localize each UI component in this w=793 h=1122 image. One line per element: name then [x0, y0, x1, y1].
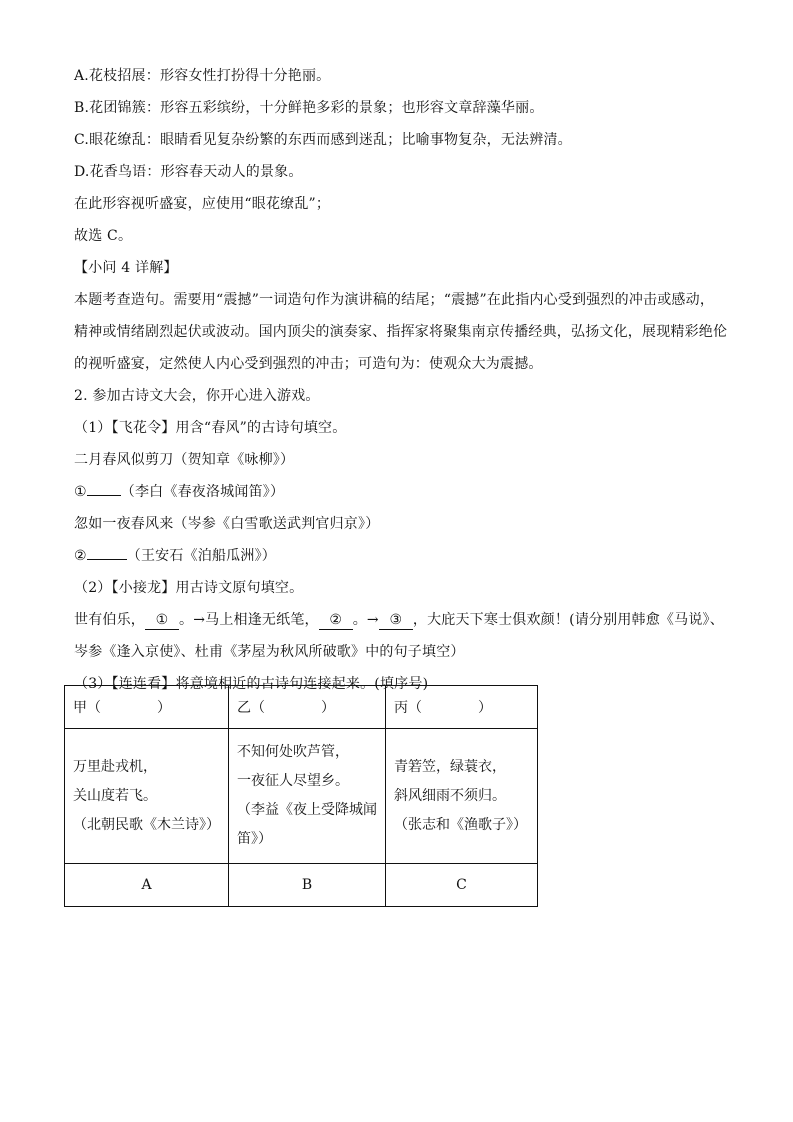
- poem-source: （北朝民歌《木兰诗》）: [73, 816, 220, 833]
- chain-blank-1[interactable]: [145, 612, 179, 630]
- table-option-row: [65, 864, 538, 907]
- q2-title: 2. 参加古诗文大会，你开心进入游戏。: [74, 388, 320, 404]
- chain-blank-2[interactable]: [319, 612, 353, 630]
- poem-line: 关山度若飞。: [73, 787, 157, 804]
- blank-line-1: [74, 476, 724, 508]
- q2-part3: （3）【连连看】将意境相近的古诗句连接起来。(填序号): [74, 676, 429, 692]
- answer: 故选 C。: [74, 228, 133, 244]
- option-d: D.花香鸟语：形容春天动人的景象。: [74, 164, 303, 180]
- blank-number-1: ①: [74, 484, 87, 500]
- q2-part1: （1）【飞花令】用含“春风”的古诗句填空。: [74, 420, 347, 436]
- answer-blank-1[interactable]: [87, 478, 121, 496]
- chain-blank-3[interactable]: [379, 612, 413, 630]
- chain-num-1: ①: [155, 612, 169, 628]
- blank-source-1: （李白《春夜洛城闻笛》）: [120, 484, 285, 500]
- chain-text-a: 世有伯乐，: [74, 612, 145, 628]
- chain-text-d: ，大庇天下寒士俱欢颜！(请分别用韩愈《马说》、: [412, 612, 724, 628]
- q2-part2: （2）【小接龙】用古诗文原句填空。: [74, 580, 304, 596]
- poem-line-1: 二月春风似剪刀（贺知章《咏柳》）: [74, 452, 295, 468]
- blank-number-2: ②: [74, 548, 87, 564]
- chain-text-b: 。→马上相逢无纸笔，: [179, 612, 319, 628]
- conclusion: 在此形容视听盛宴，应使用“眼花缭乱”；: [74, 196, 331, 212]
- blank-line-2: [74, 540, 724, 572]
- chain-line-1: [74, 604, 724, 636]
- poem-line: 青箬笠，绿蓑衣，: [394, 758, 506, 775]
- option-c: C.眼花缭乱：眼睛看见复杂纷繁的东西而感到迷乱；比喻事物复杂，无法辨清。: [74, 132, 572, 148]
- q4-explanation-2: 精神或情绪剧烈起伏或波动。国内顶尖的演奏家、指挥家将聚集南京传播经典，弘扬文化，展现精彩绝伦: [74, 324, 728, 340]
- chain-num-2: ②: [329, 612, 343, 628]
- poem-cell-yi: [229, 729, 386, 864]
- answer-blank-2[interactable]: [87, 542, 127, 560]
- chain-line-2: 岑参《逢入京使》、杜甫《茅屋为秋风所破歌》中的句子填空）: [74, 644, 465, 660]
- poem-source-cont: 笛》）: [237, 831, 272, 847]
- q4-explanation-1: 本题考查造句。需要用“震撼”一词造句作为演讲稿的结尾；“震撼”在此指内心受到强烈的冲击或感动，: [74, 292, 715, 308]
- document-page: [74, 60, 728, 700]
- option-a: A.花枝招展：形容女性打扮得十分艳丽。: [74, 68, 331, 84]
- option-b: B.花团锦簇：形容五彩缤纷，十分鲜艳多彩的景象；也形容文章辞藻华丽。: [74, 100, 544, 116]
- poem-line: 斜风细雨不须归。: [394, 787, 506, 804]
- poem-line-2: 忽如一夜春风来（岑参《白雪歌送武判官归京》）: [74, 516, 380, 532]
- option-cell-a[interactable]: A: [65, 864, 229, 907]
- blank-source-2: （王安石《泊船瓜洲》）: [126, 548, 276, 564]
- table-poem-row: [65, 729, 538, 864]
- poem-source: （李益《夜上受降城闻: [237, 802, 377, 818]
- option-cell-b[interactable]: B: [229, 864, 386, 907]
- option-cell-c[interactable]: C: [386, 864, 538, 907]
- poem-cell-jia: [65, 729, 229, 864]
- matching-table: [64, 685, 538, 907]
- poem-source: （张志和《渔歌子》）: [394, 816, 527, 833]
- poem-line: 一夜征人尽望乡。: [237, 773, 349, 789]
- chain-num-3: ③: [389, 612, 403, 628]
- header-jia[interactable]: 甲（ ）: [65, 686, 229, 729]
- header-yi[interactable]: 乙（ ）: [229, 686, 386, 729]
- table-header-row: [65, 686, 538, 729]
- poem-cell-bing: [386, 729, 538, 864]
- chain-text-c: 。→: [352, 612, 379, 628]
- poem-line: 不知何处吹芦管，: [237, 744, 349, 760]
- q4-title: 【小问 4 详解】: [74, 260, 178, 276]
- q4-explanation-3: 的视听盛宴，定然使人内心受到强烈的冲击；可造句为：使观众大为震撼。: [74, 356, 543, 372]
- poem-line: 万里赴戎机，: [73, 758, 157, 775]
- header-bing[interactable]: 丙（ ）: [386, 686, 538, 729]
